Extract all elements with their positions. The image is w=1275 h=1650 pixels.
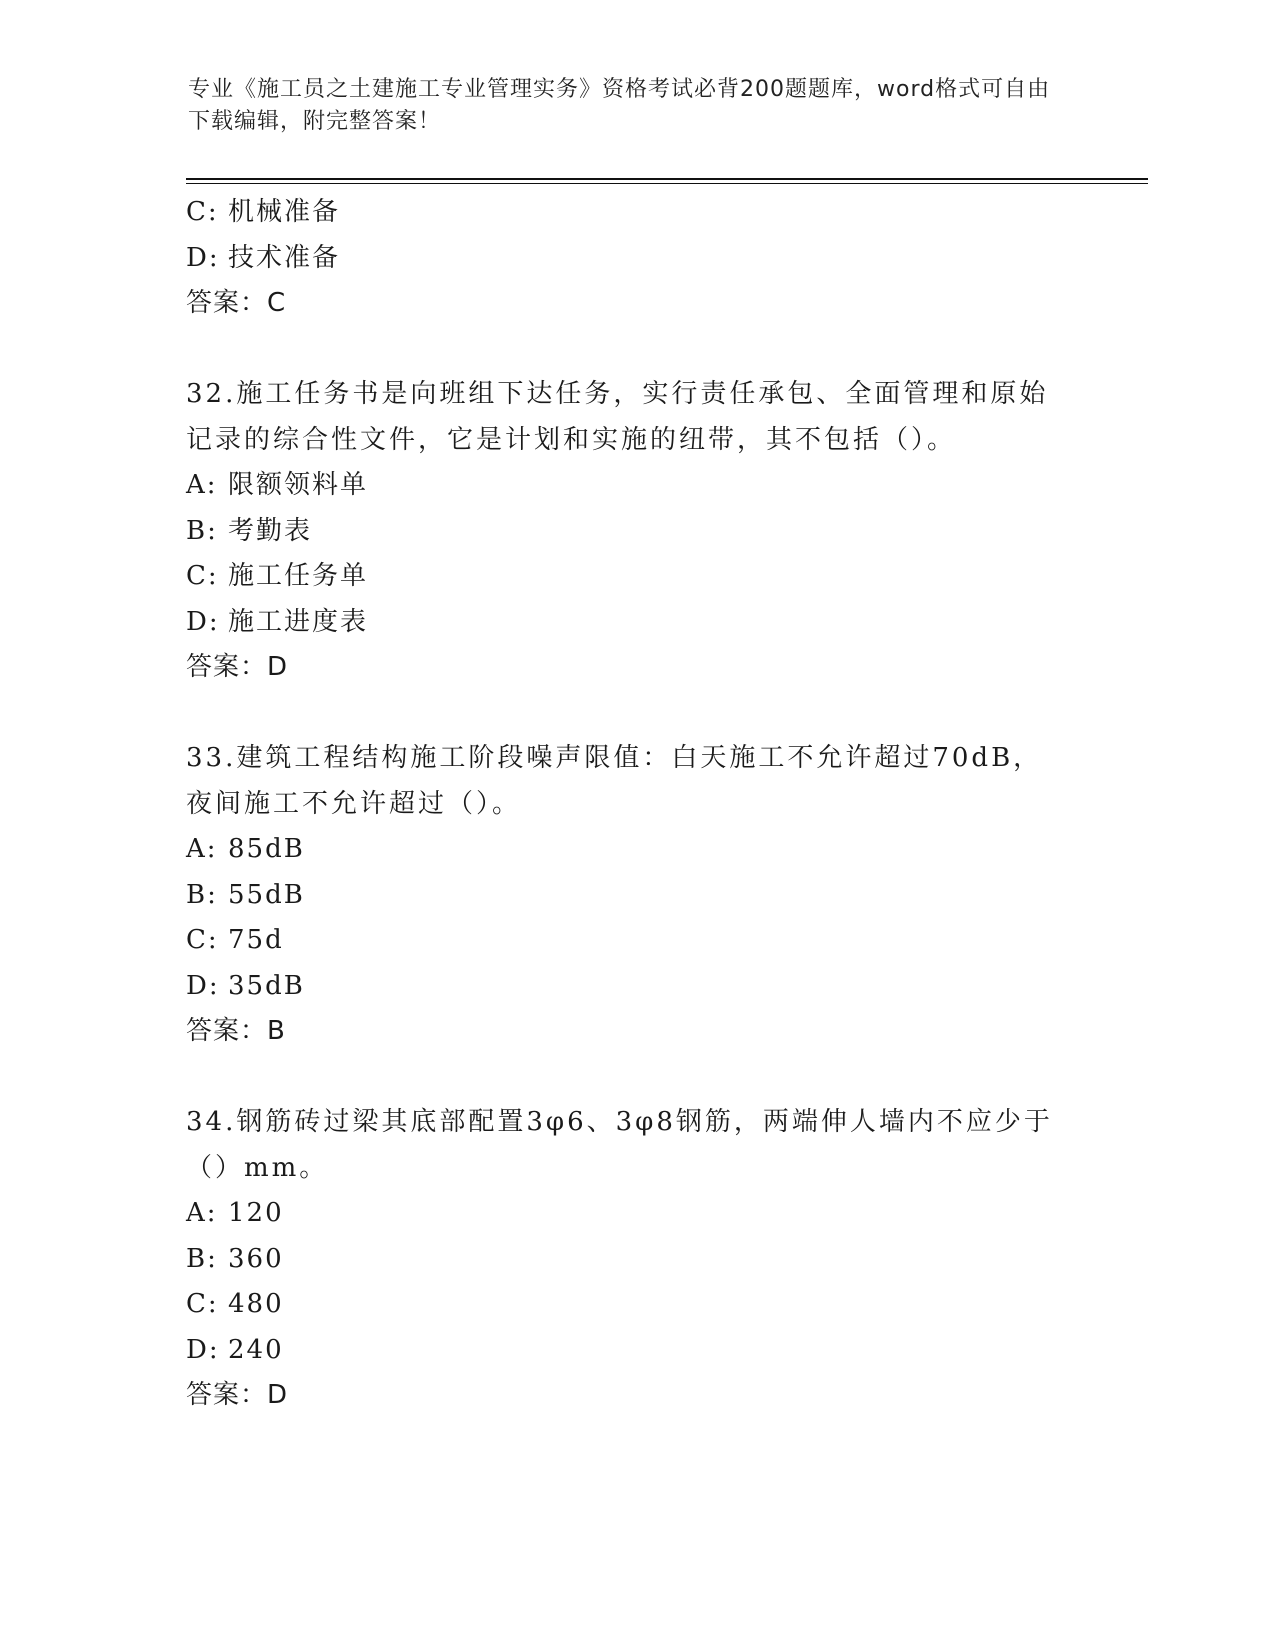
option-text: 35dB [228, 970, 305, 1001]
option-text: 限额领料单 [228, 470, 369, 500]
option-line [186, 1282, 1086, 1328]
question-stem: 33.建筑工程结构施工阶段噪声限值：白天施工不允许超过70dB，夜间施工不允许超过（）。 [186, 743, 1043, 819]
option-letter: C: [186, 561, 219, 591]
option-line [186, 827, 1086, 873]
option-letter: D: [186, 242, 220, 273]
option-letter: D: [186, 1334, 220, 1365]
option-text: 120 [228, 1198, 284, 1228]
option-text: 施工任务单 [228, 561, 369, 591]
option-letter: A: [186, 1198, 218, 1228]
header-rule [186, 178, 1148, 184]
option-text: 考勤表 [228, 515, 313, 546]
option-line [186, 554, 1086, 600]
option-letter: D: [186, 970, 220, 1001]
option-line [186, 236, 1086, 282]
option-line [186, 1237, 1086, 1283]
option-line [186, 190, 1086, 236]
question-stem: 32.施工任务书是向班组下达任务，实行责任承包、全面管理和原始记录的综合性文件，它是计划和实施的纽带，其不包括（）。 [186, 379, 1049, 455]
option-line [186, 1328, 1086, 1374]
answer-line: 答案：B [186, 1016, 286, 1046]
option-letter: B: [186, 1243, 218, 1274]
option-text: 85dB [228, 834, 305, 864]
option-line [186, 463, 1086, 509]
option-line [186, 964, 1086, 1010]
option-letter: A: [186, 470, 218, 500]
option-line [186, 1191, 1086, 1237]
option-text: 55dB [228, 879, 305, 910]
option-line [186, 600, 1086, 646]
option-letter: C: [186, 925, 219, 955]
option-line [186, 873, 1086, 919]
option-letter: B: [186, 879, 218, 910]
option-letter: C: [186, 197, 219, 227]
option-text: 360 [228, 1243, 284, 1274]
question-list [186, 190, 1086, 1419]
document-header: 专业《施工员之土建施工专业管理实务》资格考试必背200题题库，word格式可自由下载编辑，附完整答案！ [188, 77, 1051, 134]
option-text: 480 [228, 1289, 284, 1319]
option-text: 施工进度表 [228, 606, 369, 637]
option-letter: B: [186, 515, 218, 546]
question-stem: 34.钢筋砖过梁其底部配置3φ6、3φ8钢筋，两端伸人墙内不应少于（）mm。 [186, 1107, 1053, 1183]
spacer [186, 327, 1086, 373]
option-text: 240 [228, 1334, 284, 1365]
option-text: 75d [228, 925, 284, 955]
option-letter: D: [186, 606, 220, 637]
answer-line: 答案：D [186, 652, 289, 682]
option-letter: C: [186, 1289, 219, 1319]
option-line [186, 509, 1086, 555]
option-letter: A: [186, 834, 218, 864]
option-line [186, 918, 1086, 964]
answer-line: 答案：C [186, 288, 287, 318]
option-text: 机械准备 [228, 197, 341, 227]
option-text: 技术准备 [228, 242, 341, 273]
spacer [186, 691, 1086, 737]
spacer [186, 1055, 1086, 1101]
answer-line: 答案：D [186, 1380, 289, 1410]
